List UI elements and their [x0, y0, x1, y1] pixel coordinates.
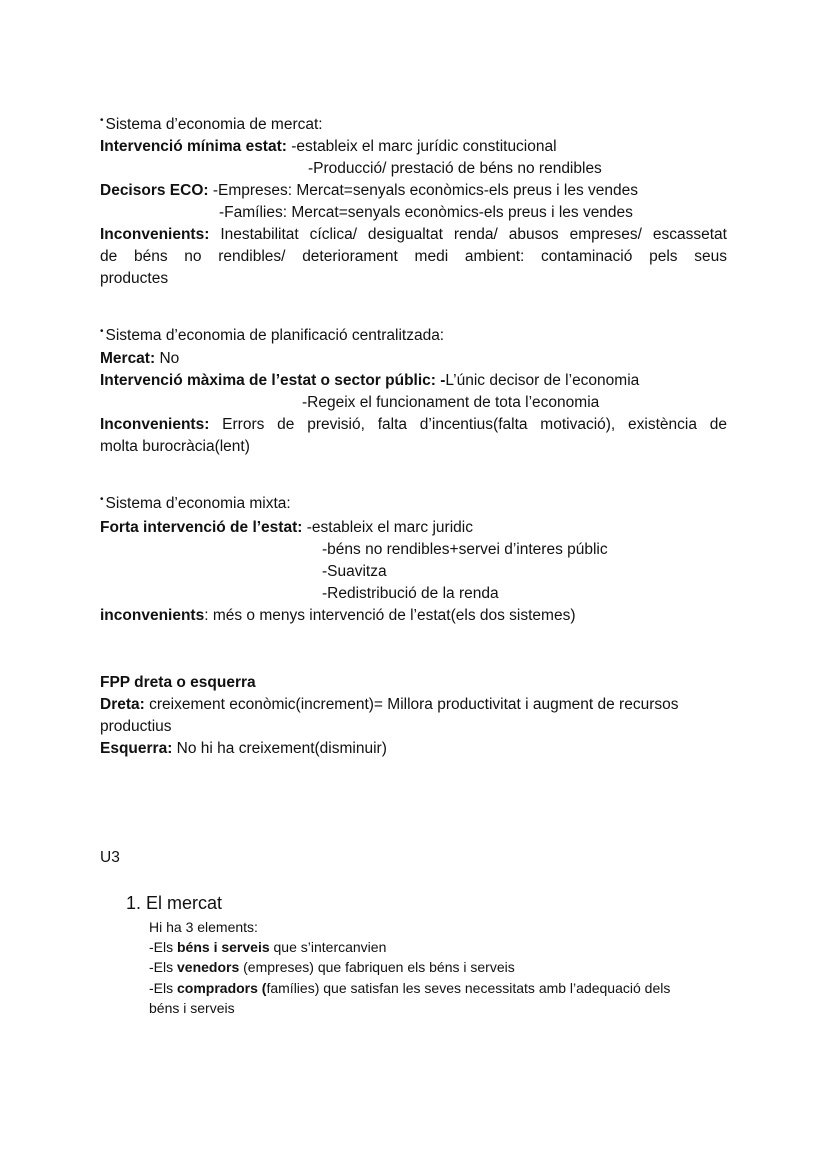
text-run: -estableix el marc jurídic constitucional [286, 138, 557, 155]
text-run: -Producció/ prestació de béns no rendibles [308, 160, 602, 177]
text-run: productius [100, 718, 172, 735]
text-line [149, 917, 258, 937]
text-line [100, 490, 291, 514]
text-line [100, 673, 256, 693]
text-run: No [155, 350, 180, 367]
text-line [100, 111, 323, 135]
text-line [149, 998, 235, 1018]
text-line [100, 717, 172, 737]
text-line [100, 739, 387, 759]
text-run: U3 [100, 849, 120, 866]
text-line [100, 247, 727, 267]
text-line [100, 371, 639, 391]
text-line [322, 584, 499, 604]
text-line [100, 437, 250, 457]
text-line [100, 181, 638, 201]
text-line [100, 269, 168, 289]
text-run: Hi ha 3 elements: [149, 919, 258, 935]
text-run: -Els [149, 939, 177, 955]
text-run: -Redistribució de la renda [322, 585, 499, 602]
text-run: Errors de previsió, falta d’incentius(falta motivació), existència de [209, 416, 727, 433]
text-run: Sistema d’economia mixta: [105, 495, 291, 512]
bold-label: venedors [177, 959, 240, 975]
bold-label: FPP dreta o esquerra [100, 674, 256, 691]
text-run: 1. El mercat [126, 893, 223, 913]
text-line [100, 606, 576, 626]
text-line [219, 203, 633, 223]
text-line [149, 937, 386, 957]
text-line [100, 322, 444, 346]
text-line [100, 349, 179, 369]
bold-label: Inconvenients: [100, 226, 210, 243]
bold-label: inconvenients [100, 607, 205, 624]
text-line [100, 695, 678, 715]
bold-label: Mercat: [100, 350, 156, 367]
text-run: -Els [149, 980, 177, 996]
bold-label: compradors ( [177, 980, 267, 996]
text-run: Inestabilitat cíclica/ desigualtat renda/ abusos empreses/ escassetat [209, 226, 727, 243]
bold-label: Esquerra: [100, 740, 173, 757]
text-run: -Els [149, 959, 177, 975]
text-run: -Suavitza [322, 563, 387, 580]
text-run: -Famílies: Mercat=senyals econòmics-els preus i les vendes [219, 204, 633, 221]
text-run: : més o menys intervenció de l’estat(els dos sistemes) [204, 607, 576, 624]
text-line [322, 562, 387, 582]
text-run: molta burocràcia(lent) [100, 438, 250, 455]
text-run: -béns no rendibles+servei d’interes públic [322, 541, 608, 558]
bold-label: Intervenció mínima estat: [100, 138, 287, 155]
text-run: de béns no rendibles/ deteriorament medi ambient: contaminació pels seus [100, 248, 727, 265]
text-line [308, 159, 602, 179]
text-line [322, 540, 608, 560]
bullet-icon: • [100, 494, 104, 505]
bold-label: Dreta: [100, 696, 145, 713]
text-line [126, 893, 222, 913]
text-run: Sistema d’economia de mercat: [105, 116, 323, 133]
text-run: creixement econòmic(increment)= Millora productivitat i augment de recursos [144, 696, 679, 713]
bold-label: Intervenció màxima de l’estat o sector públic: - [100, 372, 446, 389]
text-run: béns i serveis [149, 1000, 235, 1016]
text-run: -estableix el marc juridic [302, 519, 473, 536]
bold-label: Forta intervenció de l’estat: [100, 519, 303, 536]
text-run: -Regeix el funcionament de tota l’economia [302, 394, 600, 411]
text-line [100, 225, 727, 245]
text-run: (empreses) que fabriquen els béns i serveis [239, 959, 515, 975]
text-run: -Empreses: Mercat=senyals econòmics-els preus i les vendes [208, 182, 638, 199]
text-line [100, 518, 473, 538]
text-run: Sistema d’economia de planificació centralitzada: [105, 327, 445, 344]
bold-label: béns i serveis [177, 939, 270, 955]
bold-label: Decisors ECO: [100, 182, 209, 199]
bullet-icon: • [100, 326, 104, 337]
text-line [302, 393, 599, 413]
text-run: productes [100, 270, 169, 287]
bullet-icon: • [100, 115, 104, 126]
text-run: L’únic decisor de l’economia [445, 372, 640, 389]
text-line [100, 415, 727, 435]
text-line [149, 978, 670, 998]
text-run: que s’intercanvien [269, 939, 387, 955]
text-run: No hi ha creixement(disminuir) [172, 740, 387, 757]
text-line [100, 137, 557, 157]
text-run: famílies) que satisfan les seves necessitats amb l’adequació dels [266, 980, 671, 996]
text-line [149, 957, 515, 977]
text-line [100, 848, 120, 868]
bold-label: Inconvenients: [100, 416, 210, 433]
